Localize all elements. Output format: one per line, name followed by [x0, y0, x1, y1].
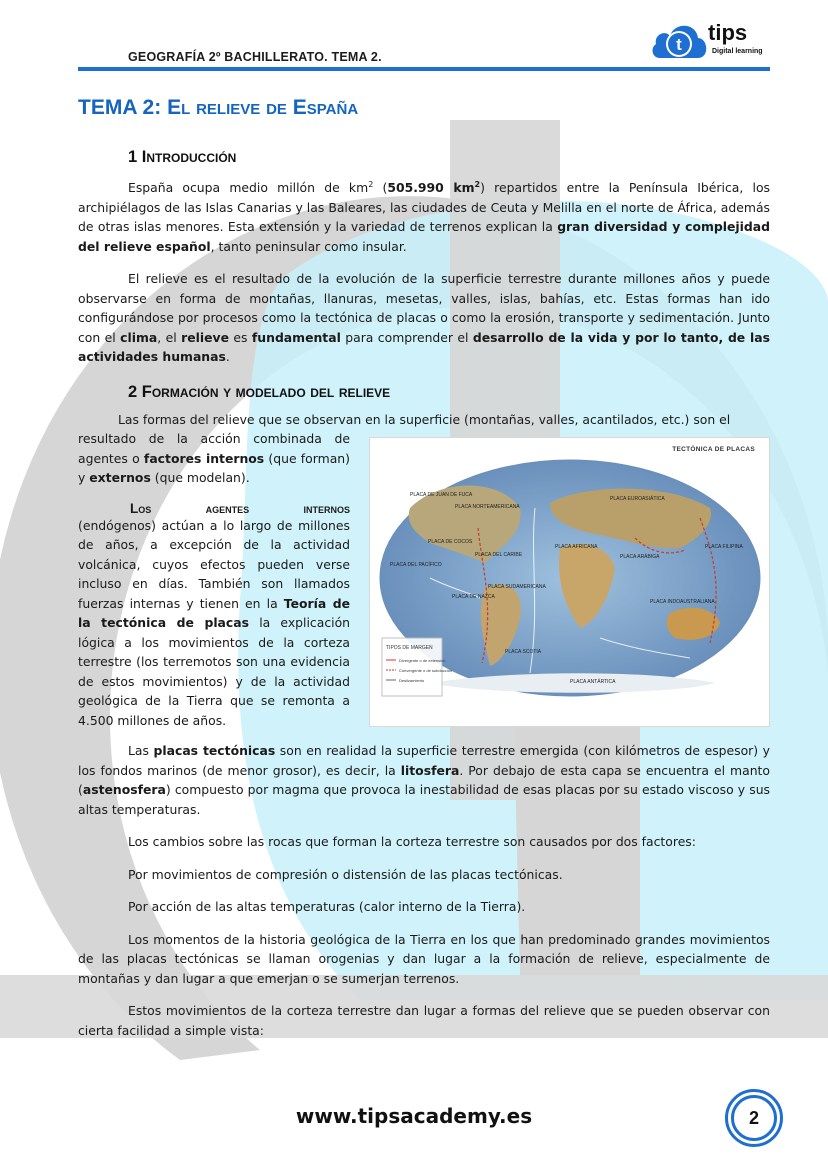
svg-text:PLACA DEL PACÍFICO: PLACA DEL PACÍFICO: [390, 562, 442, 569]
svg-text:PLACA SUDAMERICANA: PLACA SUDAMERICANA: [488, 584, 546, 591]
page-number-badge: [725, 1089, 783, 1147]
svg-text:PLACA DE COCOS: PLACA DE COCOS: [428, 539, 473, 546]
text-with-figure: [78, 429, 770, 729]
svg-text:PLACA INDOAUSTRALIANA: PLACA INDOAUSTRALIANA: [650, 599, 715, 606]
svg-text:PLACA ARÁBIGA: PLACA ARÁBIGA: [620, 554, 660, 561]
paragraph-orogenias: Los momentos de la historia geológica de la Tierra en los que han predominado grandes movimientos de las placas tectónicas se llaman orogenias y dan lugar a la formación de relieve, especialmente de montañas y dan lugar a que emerjan o se sumerjan terrenos.: [78, 931, 770, 986]
svg-text:Convergente o de subducción: Convergente o de subducción: [399, 668, 453, 674]
logo-tagline: Digital learning: [712, 48, 763, 55]
world-plates-map: [370, 438, 771, 728]
svg-text:Divergente o de extensión: Divergente o de extensión: [399, 658, 446, 664]
paragraph-placas: Las placas tectónicas son en realidad la superficie terrestre emergida (con kilómetros de espesor) y los fondos marinos (de menor grosor), es decir, la litosfera. Por debajo de esta capa se encuentra el manto (astenosfera) compuesto por magma que provoca la inestabilidad de esas placas por su estado viscoso y sus altas temperaturas.: [78, 743, 770, 817]
footer-website-link[interactable]: www.tipsacademy.es: [295, 1104, 533, 1128]
svg-text:PLACA DE JUAN DE FUCA: PLACA DE JUAN DE FUCA: [410, 492, 473, 499]
header-title: GEOGRAFÍA 2º BACHILLERATO. TEMA 2.: [128, 50, 382, 64]
svg-text:PLACA ANTÁRTICA: PLACA ANTÁRTICA: [570, 679, 616, 686]
svg-text:PLACA EUROASIÁTICA: PLACA EUROASIÁTICA: [610, 496, 665, 503]
plate-tectonics-map-figure: [369, 437, 770, 727]
map-title: TECTÓNICA DE PLACAS: [672, 446, 755, 454]
section-heading-introduccion: 1 Introducción: [128, 148, 237, 166]
cloud-logo-icon: [650, 18, 710, 64]
svg-text:PLACA SCOTIA: PLACA SCOTIA: [505, 649, 542, 656]
left-text-column: [78, 429, 350, 730]
paragraph-agentes: resultado de la acción combinada de agentes o factores internos (que forman) y externos (que modelan).: [78, 431, 350, 486]
page-number: 2: [731, 1095, 777, 1141]
svg-text:PLACA NORTEAMERICANA: PLACA NORTEAMERICANA: [455, 504, 520, 511]
paragraph-intro-2: El relieve es el resultado de la evolución de la superficie terrestre durante millones años y puede observarse en forma de montañas, llanuras, mesetas, valles, islas, bahías, etc. Estas formas han ido configurándose por procesos como la tectónica de placas o como la erosión, transporte y sedimentación. Junto con el clima, el relieve es fundamental para comprender el desarrollo de la vida y por lo tanto, de las actividades humanas.: [78, 271, 770, 365]
paragraph-intro-1: España ocupa medio millón de $km^2$ (505.990 $km^2$) repartidos entre la Península Ibérica, los archipiélagos de las Islas Canarias y las Baleares, las ciudades de Ceuta y Melilla en el norte de África, además de otras islas menores. Esta extensión y la variedad de terrenos explican la gran diversidad y complejidad del relieve español, tanto peninsular como insular.: [78, 180, 770, 254]
paragraph-temperaturas: Por acción de las altas temperaturas (calor interno de la Tierra).: [128, 899, 526, 915]
header-rule: [78, 67, 770, 71]
section-heading-formacion: 2 Formación y modelado del relieve: [128, 382, 391, 401]
agentes-internos-heading: Los agentes internos: [130, 500, 350, 516]
paragraph-compresion: Por movimientos de compresión o distensión de las placas tectónicas.: [128, 866, 563, 882]
svg-text:TIPOS DE MARGEN: TIPOS DE MARGEN: [386, 645, 433, 652]
svg-text:PLACA AFRICANA: PLACA AFRICANA: [555, 544, 598, 551]
tips-logo: [650, 18, 770, 64]
page-title: TEMA 2: El relieve de España: [78, 96, 359, 119]
document-body: [78, 96, 770, 1040]
paragraph-formas-line: Las formas del relieve que se observan en la superficie (montañas, valles, acantilados, etc.) son el: [118, 411, 731, 427]
svg-text:t: t: [676, 35, 682, 54]
svg-text:PLACA DEL CARIBE: PLACA DEL CARIBE: [475, 552, 523, 559]
svg-text:PLACA FILIPINA: PLACA FILIPINA: [705, 544, 743, 551]
paragraph-cambios: Los cambios sobre las rocas que forman la corteza terrestre son causados por dos factores:: [128, 834, 696, 850]
paragraph-endogenos: (endógenos) actúan a lo largo de millones de años, a excepción de la actividad volcánica, cuyos efectos pueden verse incluso en días. También son llamados fuerzas internas y tienen en la Teoría de la tectónica de placas la explicación lógica a los movimientos de la corteza terrestre (los terremotos son una evidencia de estos movimientos) y de la actividad geológica de la Tierra que se remonta a 4.500 millones de años.: [78, 517, 351, 728]
page-header: [78, 18, 770, 72]
svg-text:Deslizamiento: Deslizamiento: [399, 678, 425, 684]
svg-text:PLACA DE NAZCA: PLACA DE NAZCA: [452, 594, 495, 601]
logo-wordmark: tips: [708, 20, 748, 45]
paragraph-formas-vista: Estos movimientos de la corteza terrestre dan lugar a formas del relieve que se pueden observar con cierta facilidad a simple vista:: [78, 1003, 770, 1038]
